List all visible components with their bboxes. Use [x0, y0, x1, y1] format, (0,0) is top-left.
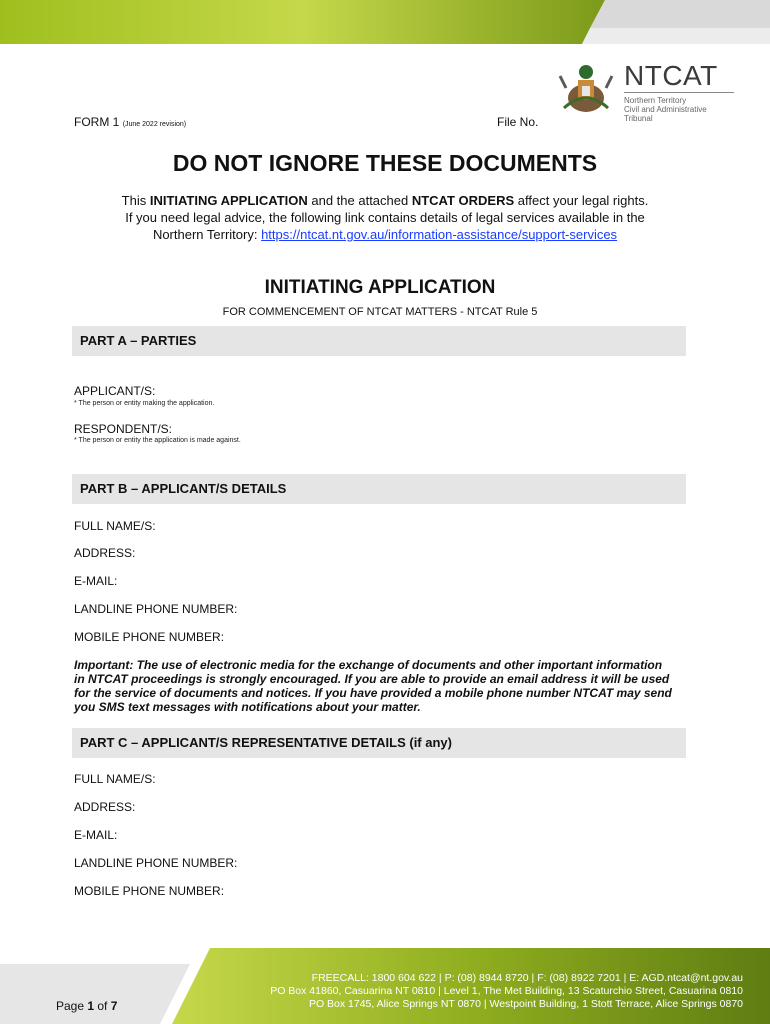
footer-contact [200, 972, 743, 1011]
file-number-label: File No. [497, 115, 539, 129]
page-title: DO NOT IGNORE THESE DOCUMENTS [172, 150, 598, 176]
intro-bold-1: INITIATING APPLICATION [149, 193, 308, 208]
important-notice: Important: The use of electronic media for the exchange of documents and other important information in NTCAT proceedings is strongly encouraged. If you are able to provide an email address it will be used for the service of documents and notices. If you have provided a mobile phone number NTCAT may send you SMS text messages with notifications about your matter. [74, 658, 672, 714]
partb-email-label: E-MAIL: [74, 574, 118, 588]
partb-address-label: ADDRESS: [74, 546, 136, 560]
logo-subtitle-1: Northern Territory [624, 96, 687, 105]
part-b-header: PART B – APPLICANT/S DETAILS [72, 474, 686, 504]
partb-full-name-label: FULL NAME/S: [74, 519, 156, 533]
footer-line-2: PO Box 41860, Casuarina NT 0810 | Level 1, The Met Building, 13 Scaturchio Street, Casuarina 0810 [270, 985, 743, 997]
footer-line-1: FREECALL: 1800 604 622 | P: (08) 8944 8720 | F: (08) 8922 7201 | E: AGD.ntcat@nt.gov.au [311, 972, 743, 984]
respondent-note: * The person or entity the application is made against. [74, 437, 241, 444]
part-a-header: PART A – PARTIES [72, 326, 686, 356]
logo-subtitle-2: Civil and Administrative Tribunal [624, 105, 707, 123]
crest-icon [556, 58, 616, 116]
footer-line-3: PO Box 1745, Alice Springs NT 0870 | Westpoint Building, 1 Stott Terrace, Alice Springs 0870 [308, 998, 743, 1010]
intro-line-2: If you need legal advice, the following link contains details of legal services available in the [125, 210, 645, 225]
form-number: FORM 1 [74, 115, 120, 129]
intro-line-3: Northern Territory: [152, 227, 262, 242]
form-revision: (June 2022 revision) [122, 121, 187, 128]
partc-landline-label: LANDLINE PHONE NUMBER: [74, 856, 238, 870]
partc-mobile-label: MOBILE PHONE NUMBER: [74, 884, 225, 898]
applicant-label: APPLICANT/S: [74, 384, 156, 398]
page-number [56, 999, 117, 1013]
top-banner-decoration [0, 0, 770, 44]
logo-divider [624, 92, 734, 93]
intro-text-1: This [121, 193, 150, 208]
page-of: of [94, 999, 111, 1013]
intro-text-2: and the attached [307, 193, 412, 208]
section-subnote: FOR COMMENCEMENT OF NTCAT MATTERS - NTCAT Rule 5 [222, 306, 538, 318]
intro-bold-2: NTCAT ORDERS [411, 193, 515, 208]
respondent-label: RESPONDENT/S: [74, 422, 173, 436]
section-title: INITIATING APPLICATION [264, 277, 496, 298]
support-services-link[interactable]: https://ntcat.nt.gov.au/information-assistance/support-services [261, 227, 618, 242]
page-total: 7 [110, 999, 118, 1013]
logo-title: NTCAT [624, 60, 718, 91]
part-c-header: PART C – APPLICANT/S REPRESENTATIVE DETAILS (if any) [72, 728, 686, 758]
intro-text-3: affect your legal rights. [514, 193, 649, 208]
partb-landline-label: LANDLINE PHONE NUMBER: [74, 602, 238, 616]
partc-address-label: ADDRESS: [74, 800, 136, 814]
partb-mobile-label: MOBILE PHONE NUMBER: [74, 630, 225, 644]
ntcat-logo [556, 58, 736, 123]
applicant-note: * The person or entity making the application. [74, 400, 215, 407]
partc-full-name-label: FULL NAME/S: [74, 772, 156, 786]
page-prefix: Page [56, 999, 88, 1013]
partc-email-label: E-MAIL: [74, 828, 118, 842]
intro-text [60, 192, 710, 243]
page-current: 1 [87, 999, 95, 1013]
form-label [74, 115, 186, 129]
